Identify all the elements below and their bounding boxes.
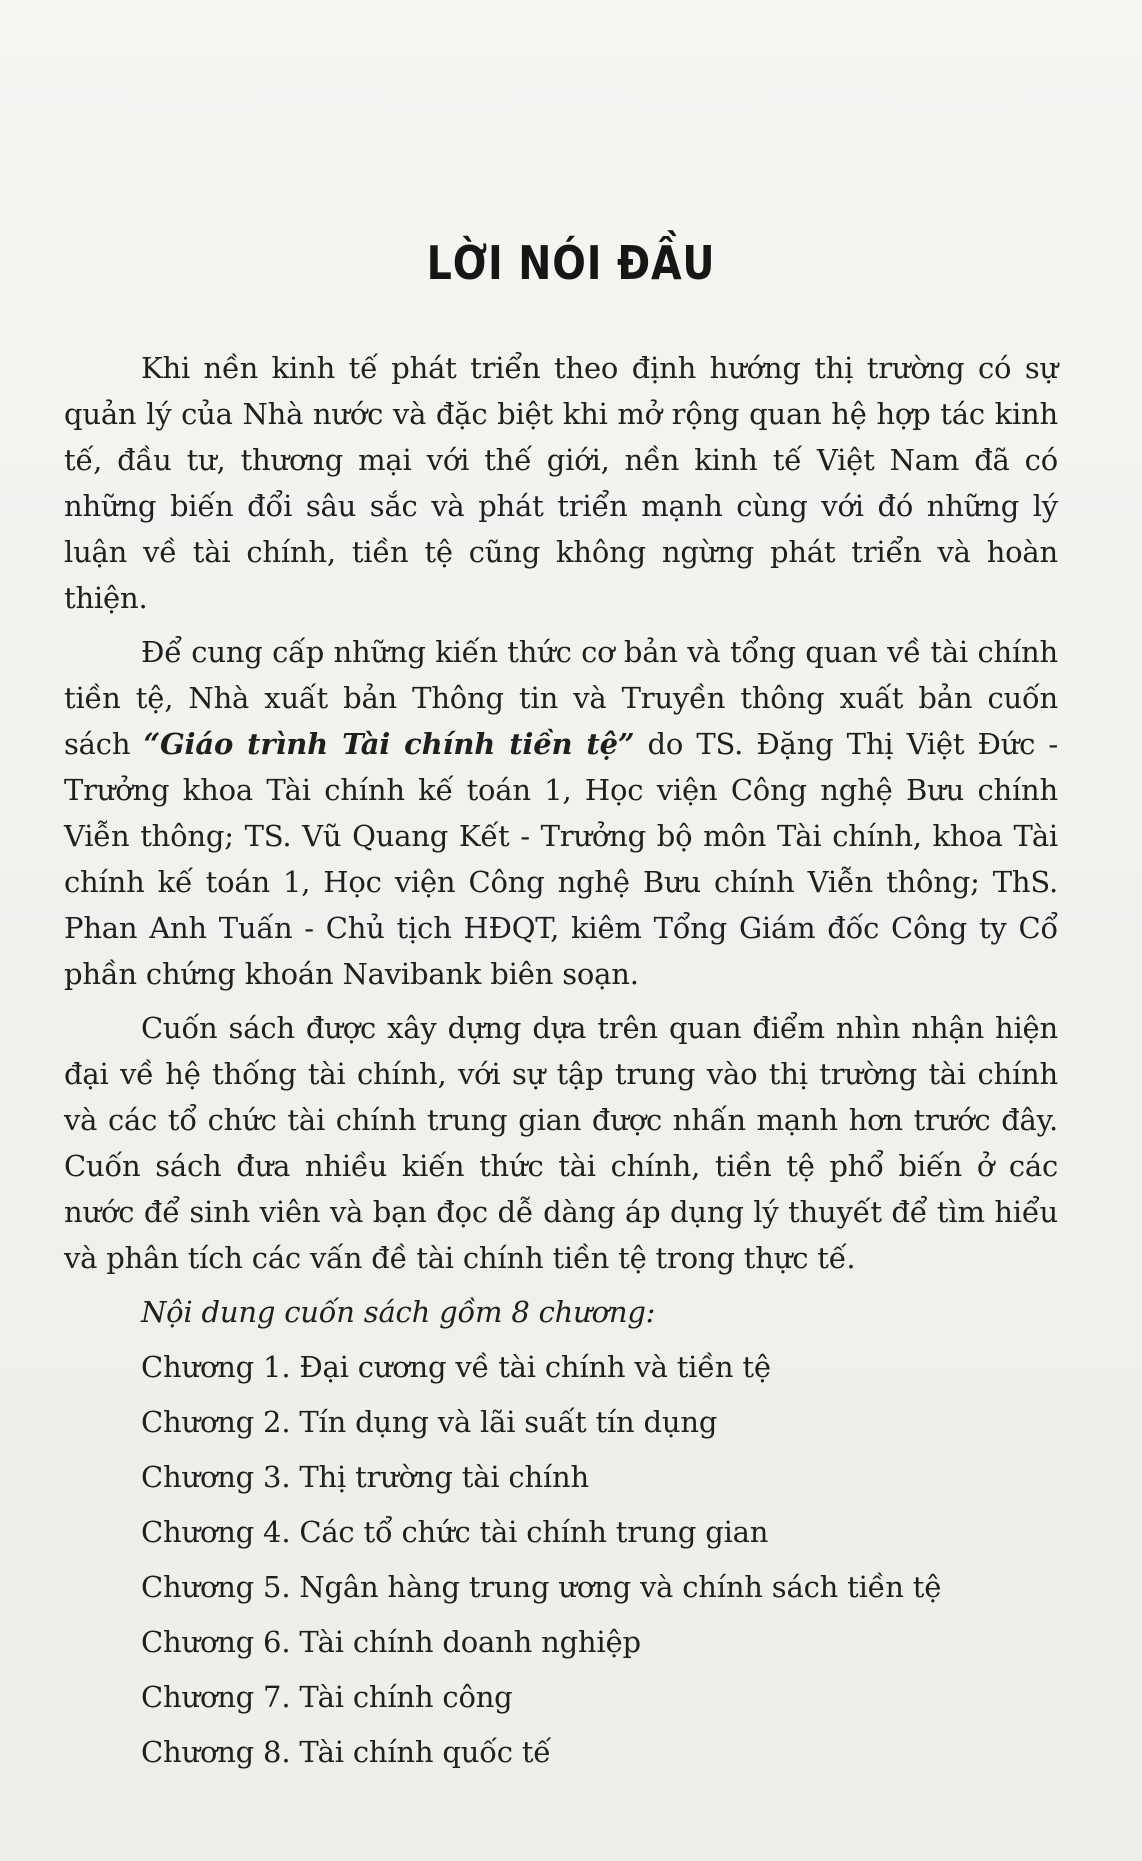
chapter-item: Chương 8. Tài chính quốc tế (141, 1735, 551, 1769)
paragraph-2 (64, 629, 1058, 997)
chapters-intro: Nội dung cuốn sách gồm 8 chương: (141, 1295, 656, 1329)
page-title: LỜI NÓI ĐẦU (426, 236, 716, 290)
document-body (64, 345, 1058, 1784)
chapter-item: Chương 4. Các tổ chức tài chính trung gian (141, 1515, 769, 1549)
chapter-list (64, 1344, 1058, 1775)
chapter-item: Chương 6. Tài chính doanh nghiệp (141, 1625, 641, 1659)
paragraph-2-start: Để cung cấp những kiến thức cơ bản và tổng quan về tài chính tiền tệ, Nhà xuất bản Thông tin và Truyền thông xuất bản cuốn sách (64, 635, 1058, 761)
book-title: “Giáo trình Tài chính tiền tệ” (143, 727, 635, 761)
paragraph-3: Cuốn sách được xây dựng dựa trên quan điểm nhìn nhận hiện đại về hệ thống tài chính, với sự tập trung vào thị trường tài chính và các tổ chức tài chính trung gian được nhấn mạnh hơn trước đây. Cuốn sách đưa nhiều kiến thức tài chính, tiền tệ phổ biến ở các nước để sinh viên và bạn đọc dễ dàng áp dụng lý thuyết để tìm hiểu và phân tích các vấn đề tài chính tiền tệ trong thực tế. (64, 1011, 1058, 1275)
chapter-item: Chương 3. Thị trường tài chính (141, 1460, 589, 1494)
chapter-item: Chương 1. Đại cương về tài chính và tiền tệ (141, 1350, 771, 1384)
chapter-item: Chương 7. Tài chính công (141, 1680, 513, 1714)
paragraph-1: Khi nền kinh tế phát triển theo định hướng thị trường có sự quản lý của Nhà nước và đặc biệt khi mở rộng quan hệ hợp tác kinh tế, đầu tư, thương mại với thế giới, nền kinh tế Việt Nam đã có những biến đổi sâu sắc và phát triển mạnh cùng với đó những lý luận về tài chính, tiền tệ cũng không ngừng phát triển và hoàn thiện. (64, 351, 1058, 615)
chapter-item: Chương 2. Tín dụng và lãi suất tín dụng (141, 1405, 718, 1439)
chapter-item: Chương 5. Ngân hàng trung ương và chính sách tiền tệ (141, 1570, 942, 1604)
paragraph-2-end: do TS. Đặng Thị Việt Đức - Trưởng khoa Tài chính kế toán 1, Học viện Công nghệ Bưu chính Viễn thông; TS. Vũ Quang Kết - Trưởng bộ môn Tài chính, khoa Tài chính kế toán 1, Học viện Công nghệ Bưu chính Viễn thông; ThS. Phan Anh Tuấn - Chủ tịch HĐQT, kiêm Tổng Giám đốc Công ty Cổ phần chứng khoán Navibank biên soạn. (64, 727, 1059, 991)
